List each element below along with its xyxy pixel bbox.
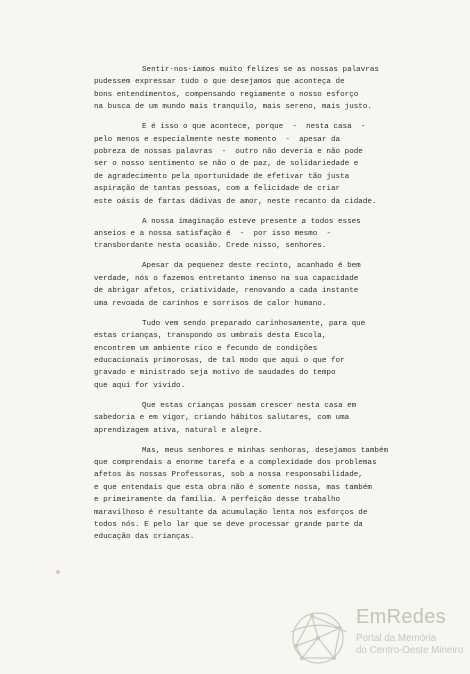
text-line: E é isso o que acontece, porque - nesta casa -	[142, 123, 366, 132]
text-line: afetos às nossas Professoras, sob a nossa responsabilidade,	[94, 471, 363, 480]
text-line: de agradecimento pela oportunidade de efetivar tão justa	[94, 172, 350, 181]
text-line: este oásis de fartas dádivas de amor, neste recanto da cidade.	[94, 197, 377, 206]
text-line: maravilhoso é resultante da acumulação lenta nos esforços de	[94, 508, 368, 517]
text-line: sabedoria e em vigor, criando hábitos salutares, com uma	[94, 414, 350, 423]
text-line: Tudo vem sendo preparado carinhosamente, para que	[142, 319, 366, 328]
text-line: educação das crianças.	[94, 533, 195, 542]
text-line: e que entendais que esta obra não é somente nossa, mas também	[94, 483, 372, 492]
text-line: ser o nosso sentimento se não o de paz, de solidariedade e	[94, 160, 359, 169]
paragraph	[94, 400, 454, 437]
text-line: Sentir-nos-íamos muito felizes se as nossas palavras	[142, 66, 379, 74]
text-line: verdade, nós o fazemos entretanto imenso na sua capacidade	[94, 274, 359, 283]
watermark-subtitle-line1: Portal da Memória	[356, 633, 437, 644]
text-line: que comprendais a enorme tarefa e a complexidade dos problemas	[94, 458, 377, 467]
globe-logo-icon	[288, 608, 350, 666]
watermark-title: EmRedes	[356, 606, 446, 628]
text-line: gravado e ministrado seja motivo de saudades do tempo	[94, 369, 336, 378]
paragraph	[94, 445, 454, 544]
emredes-watermark	[288, 606, 468, 668]
text-line: pudessem expressar tudo o que desejamos que aconteça de	[94, 78, 345, 87]
text-line: de abrigar afetos, criatividade, renovando a cada instante	[94, 287, 359, 296]
paragraph	[94, 64, 454, 114]
typed-text-body	[94, 64, 454, 551]
text-line: todos nós. E pelo lar que se deve processar grande parte da	[94, 520, 363, 529]
watermark-subtitle-line2: do Centro-Oeste Mineiro	[356, 645, 464, 656]
paragraph	[94, 318, 454, 392]
text-line: pelo menos e especialmente neste momento - apesar da	[94, 135, 341, 144]
text-line: que aqui for vivido.	[94, 381, 186, 390]
text-line: A nossa imaginação esteve presente a todos esses	[142, 217, 361, 226]
text-line: uma revoada de carinhos e sorrisos de calor humano.	[94, 299, 327, 308]
text-line: aprendizagem ativa, natural e alegre.	[94, 426, 263, 435]
text-line: educacionais primorosas, de tal modo que aqui o que for	[94, 356, 345, 365]
paragraph	[94, 216, 454, 253]
text-line: pobreza de nossas palavras - outro não deveria e não pode	[94, 148, 363, 157]
text-line: Apesar da pequenez deste recinto, acanhado é bem	[142, 262, 361, 271]
text-line: e primeiramente da família. A perfeição desse trabalho	[94, 496, 341, 505]
text-line: anseios e a nossa satisfação é - por isso mesmo -	[94, 230, 331, 239]
text-line: Mas, meus senhores e minhas senhoras, desejamos também	[142, 446, 389, 455]
text-line: transbordante nesta ocasião. Crede nisso, senhores.	[94, 242, 327, 251]
text-line: na busca de um mundo mais tranquilo, mais sereno, mais justo.	[94, 103, 372, 112]
text-line: bons entendimentos, compensando regiamente o nosso esforço	[94, 90, 359, 99]
paragraph	[94, 121, 454, 208]
paragraph	[94, 260, 454, 310]
text-line: estas crianças, transpondo os umbrais desta Escola,	[94, 332, 327, 341]
paper-speck	[56, 570, 60, 574]
text-line: encontrem um ambiente rico e fecundo de condições	[94, 344, 318, 353]
text-line: aspiração de tantas pessoas, com a felicidade de criar	[94, 185, 341, 194]
text-line: Que estas crianças possam crescer nesta casa em	[142, 401, 357, 410]
